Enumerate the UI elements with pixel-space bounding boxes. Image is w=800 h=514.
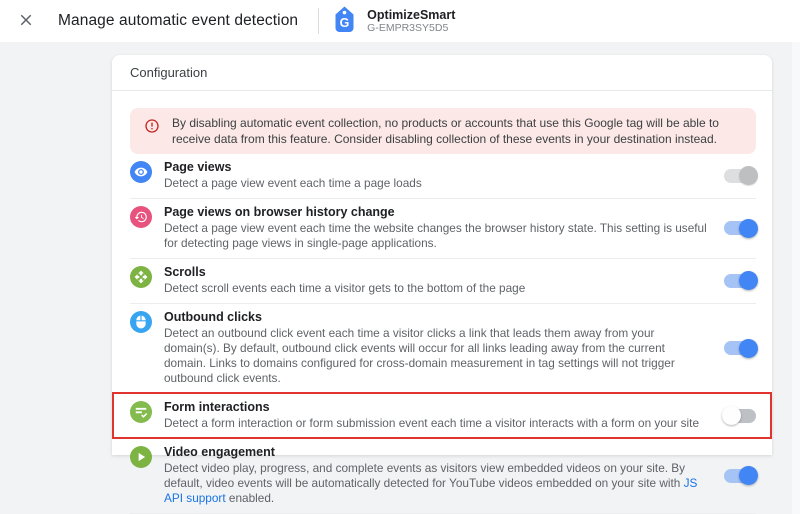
description-text: enabled. bbox=[225, 491, 275, 505]
warning-text: By disabling automatic event collection, no products or accounts that use this Google tag will be able to receive data from this feature. Consider disabling collection of these events in your destination instead. bbox=[172, 116, 719, 146]
event-row-page-views bbox=[130, 154, 756, 199]
event-description: Detect an outbound click event each time a visitor clicks a link that leads them away from your domain(s). By default, outbound click events will occur for all links leading away from the current domain. Links to domains configured for cross-domain measurement in tag settings will not trigger outbound click events. bbox=[164, 326, 675, 385]
event-row-history-change bbox=[130, 199, 756, 259]
event-row-outbound-clicks bbox=[130, 304, 756, 394]
event-description: Detect a page view event each time the website changes the browser history state. This setting is useful for detecting page views in single-page applications. bbox=[164, 221, 707, 250]
play-icon bbox=[130, 446, 152, 468]
event-description: Detect scroll events each time a visitor gets to the bottom of the page bbox=[164, 281, 526, 295]
tag-id: G-EMPR3SY5D5 bbox=[367, 21, 449, 34]
topbar bbox=[0, 0, 800, 42]
outbound-clicks-toggle[interactable] bbox=[724, 341, 756, 355]
panel-title: Configuration bbox=[112, 55, 772, 91]
google-tag-chip bbox=[331, 4, 455, 39]
form-interactions-toggle[interactable] bbox=[724, 409, 756, 423]
account-name: OptimizeSmart bbox=[367, 7, 456, 22]
page-title: Manage automatic event detection bbox=[58, 12, 299, 29]
event-description: Detect a form interaction or form submission event each time a visitor interacts with a form on your site bbox=[164, 416, 700, 430]
event-title: Form interactions bbox=[164, 400, 270, 414]
event-row-scrolls bbox=[130, 259, 756, 304]
form-check-icon bbox=[130, 401, 152, 423]
event-title: Outbound clicks bbox=[164, 310, 262, 324]
event-description: Detect a page view event each time a page loads bbox=[164, 176, 422, 190]
event-row-video-engagement bbox=[130, 439, 756, 514]
event-title: Page views bbox=[164, 160, 232, 174]
scroll-arrows-icon bbox=[130, 266, 152, 288]
page-views-toggle bbox=[724, 169, 756, 183]
warning-icon bbox=[144, 118, 160, 139]
warning-banner bbox=[130, 108, 756, 154]
event-description bbox=[164, 461, 710, 506]
scrolls-toggle[interactable] bbox=[724, 274, 756, 288]
event-title: Page views on browser history change bbox=[164, 205, 395, 219]
history-change-toggle[interactable] bbox=[724, 221, 756, 235]
divider bbox=[318, 8, 319, 34]
event-title: Scrolls bbox=[164, 265, 206, 279]
google-tag-icon bbox=[331, 4, 358, 39]
video-engagement-toggle[interactable] bbox=[724, 469, 756, 483]
scrollbar[interactable] bbox=[792, 42, 800, 514]
mouse-icon bbox=[130, 311, 152, 333]
js-api-support-link[interactable]: JS API support bbox=[164, 476, 698, 505]
event-title: Video engagement bbox=[164, 445, 275, 459]
main-area bbox=[0, 42, 800, 505]
event-row-form-interactions bbox=[130, 394, 756, 439]
description-text: Detect video play, progress, and complete events as visitors view embedded videos on your site. By default, video events will be automatically detected for YouTube videos embedded on your site with bbox=[164, 461, 686, 490]
history-icon bbox=[130, 206, 152, 228]
svg-text:G: G bbox=[339, 15, 350, 30]
eye-icon bbox=[130, 161, 152, 183]
configuration-panel bbox=[112, 55, 772, 505]
close-button[interactable] bbox=[14, 9, 38, 33]
close-icon bbox=[17, 11, 35, 32]
